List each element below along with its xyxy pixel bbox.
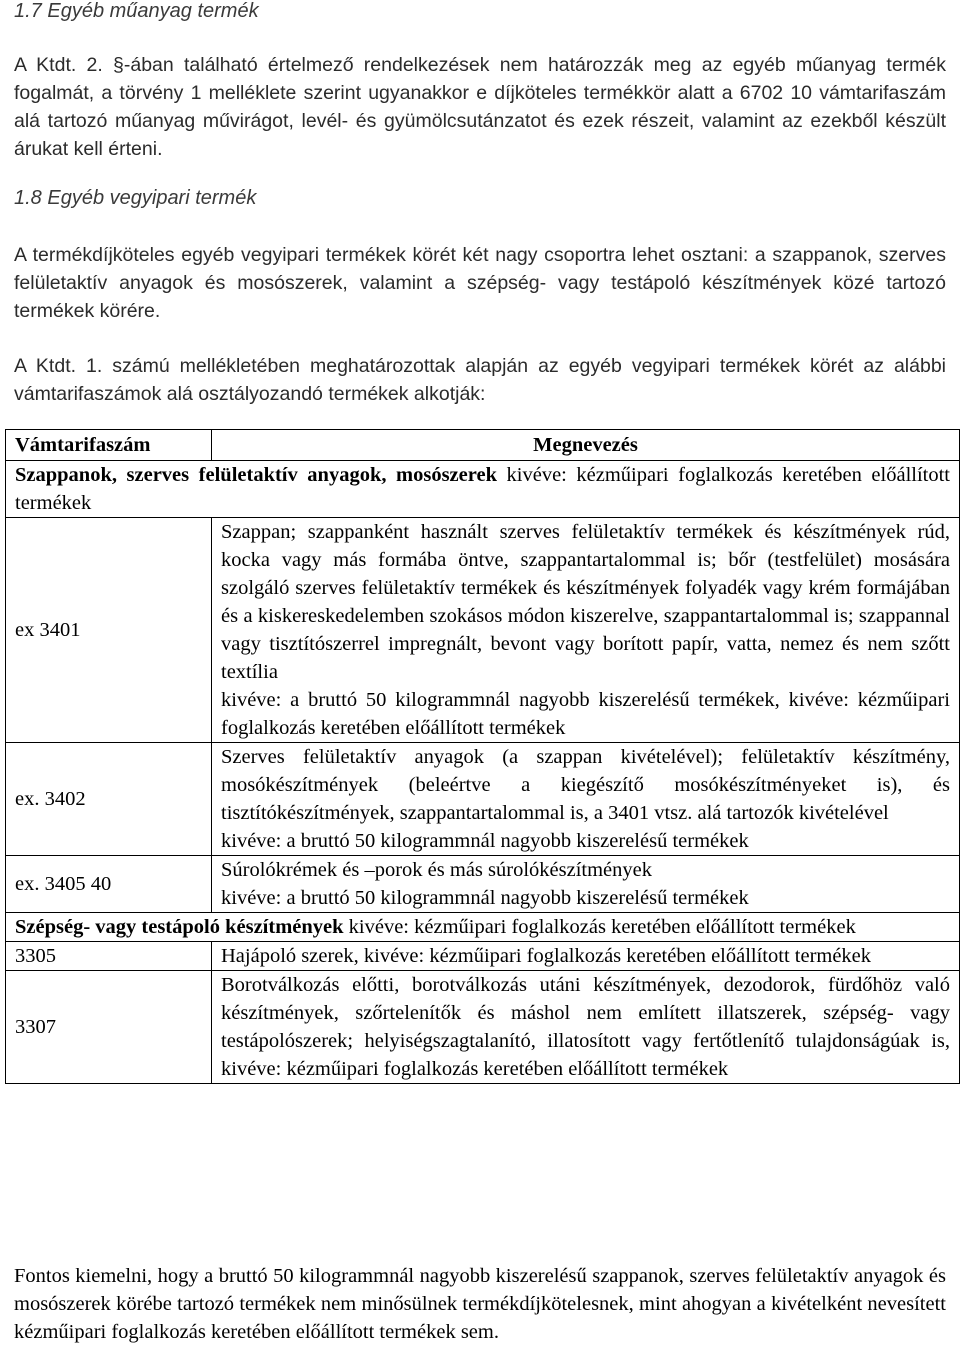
description-text: Szerves felületaktív anyagok (a szappan kivételével); felületaktív készítmény, mosókészítmények (beleértve a kiegészítő mosókészítményeket is), és tisztítókészítmények, szappantartalommal is, a 3401 vtsz. alá tartozók kivételével xyxy=(221,746,950,824)
column-header-name: Megnevezés xyxy=(212,430,960,461)
description-cell xyxy=(212,743,960,856)
group-cell-soaps xyxy=(6,461,960,518)
table-row xyxy=(6,743,960,856)
column-header-code: Vámtarifaszám xyxy=(6,430,212,461)
table-header-row xyxy=(6,430,960,461)
description-text: Hajápoló szerek, kivéve: kézműipari foglalkozás keretében előállított termékek xyxy=(221,945,872,967)
group-row-soaps xyxy=(6,461,960,518)
exception-text: kivéve: a bruttó 50 kilogrammnál nagyobb kiszerelésű termékek xyxy=(221,887,749,909)
tariff-code-cell: 3305 xyxy=(6,942,212,971)
group-note-cosmetics: kivéve: kézműipari foglalkozás keretében előállított termékek xyxy=(343,916,856,938)
description-text: Szappan; szappanként használt szerves felületaktív termékek és készítmények rúd, kocka vagy más formába öntve, szappantartalommal is; bőr (testfelület) mosására szolgáló szerves felületaktív termékek és készítmények folyadék vagy krém formájában és a kiskereskedelemben szokásos módon kiszerelve, szappantartalommal is; szappannal vagy tisztítószerrel impregnált, bevont vagy borított papír, vatta, nemez és nem szőtt textília xyxy=(221,521,950,683)
group-title-soaps: Szappanok, szerves felületaktív anyagok, mosószerek xyxy=(15,464,497,486)
closing-paragraph: Fontos kiemelni, hogy a bruttó 50 kilogrammnál nagyobb kiszerelésű szappanok, szerves felületaktív anyagok és mosószerek körébe tartozó termékek nem minősülnek termékdíjkötelesnek, mint ahogyan a kivételként nevesített kézműipari foglalkozás keretében előállított termékek sem. xyxy=(14,1265,946,1343)
description-text: Súrolókrémek és –porok és más súrolókészítmények xyxy=(221,859,652,881)
description-cell xyxy=(212,518,960,743)
description-cell xyxy=(212,971,960,1084)
paragraph-section-1-7: A Ktdt. 2. §-ában található értelmező rendelkezések nem határozzák meg az egyéb műanyag termék fogalmát, a törvény 1 melléklete szerint ugyanakkor e díjköteles termékkör alatt a 6702 10 vámtarifaszám alá tartozó műanyag művirágot, levél- és gyümölcsutánzatot és ezek részeit, valamint az ezekből készült árukat kell érteni. xyxy=(14,54,946,160)
exception-text: kivéve: a bruttó 50 kilogrammnál nagyobb kiszerelésű termékek, kivéve: kézműipari foglalkozás keretében előállított termékek xyxy=(221,689,950,739)
customs-tariff-table xyxy=(5,429,960,1084)
section-heading-1-7: 1.7 Egyéb műanyag termék xyxy=(14,0,259,22)
paragraph-section-1-8-intro: A termékdíjköteles egyéb vegyipari termékek körét két nagy csoportra lehet osztani: a szappanok, szerves felületaktív anyagok és mosószerek, valamint a szépség- vagy testápoló készítmények közé tartozó termékek körére. xyxy=(14,244,946,322)
tariff-code-cell: 3307 xyxy=(6,971,212,1084)
description-cell xyxy=(212,856,960,913)
table-row xyxy=(6,518,960,743)
tariff-code-cell: ex. 3402 xyxy=(6,743,212,856)
tariff-code-cell: ex 3401 xyxy=(6,518,212,743)
group-cell-cosmetics xyxy=(6,913,960,942)
tariff-code-cell: ex. 3405 40 xyxy=(6,856,212,913)
description-text: Borotválkozás előtti, borotválkozás utáni készítmények, dezodorok, fürdőhöz való készítmények, szőrtelenítők és máshol nem említett illatszerek, szépség- vagy testápolószerek; helyiségszagtalanító, illatosított vagy fertőtlenítő tulajdonságúak is, kivéve: kézműipari foglalkozás keretében előállított termékek xyxy=(221,974,950,1080)
table-row xyxy=(6,856,960,913)
table-row xyxy=(6,971,960,1084)
table-row xyxy=(6,942,960,971)
section-heading-1-8: 1.8 Egyéb vegyipari termék xyxy=(14,187,257,209)
group-title-cosmetics: Szépség- vagy testápoló készítmények xyxy=(15,916,344,938)
group-note-soaps: kivéve: kézműipari foglalkozás keretében előállított termékek xyxy=(15,464,950,514)
group-row-cosmetics xyxy=(6,913,960,942)
description-cell xyxy=(212,942,960,971)
paragraph-section-1-8-list-intro: A Ktdt. 1. számú mellékletében meghatározottak alapján az egyéb vegyipari termékek körét az alábbi vámtarifaszámok alá osztályozandó termékek alkotják: xyxy=(14,355,946,405)
exception-text: kivéve: a bruttó 50 kilogrammnál nagyobb kiszerelésű termékek xyxy=(221,830,749,852)
